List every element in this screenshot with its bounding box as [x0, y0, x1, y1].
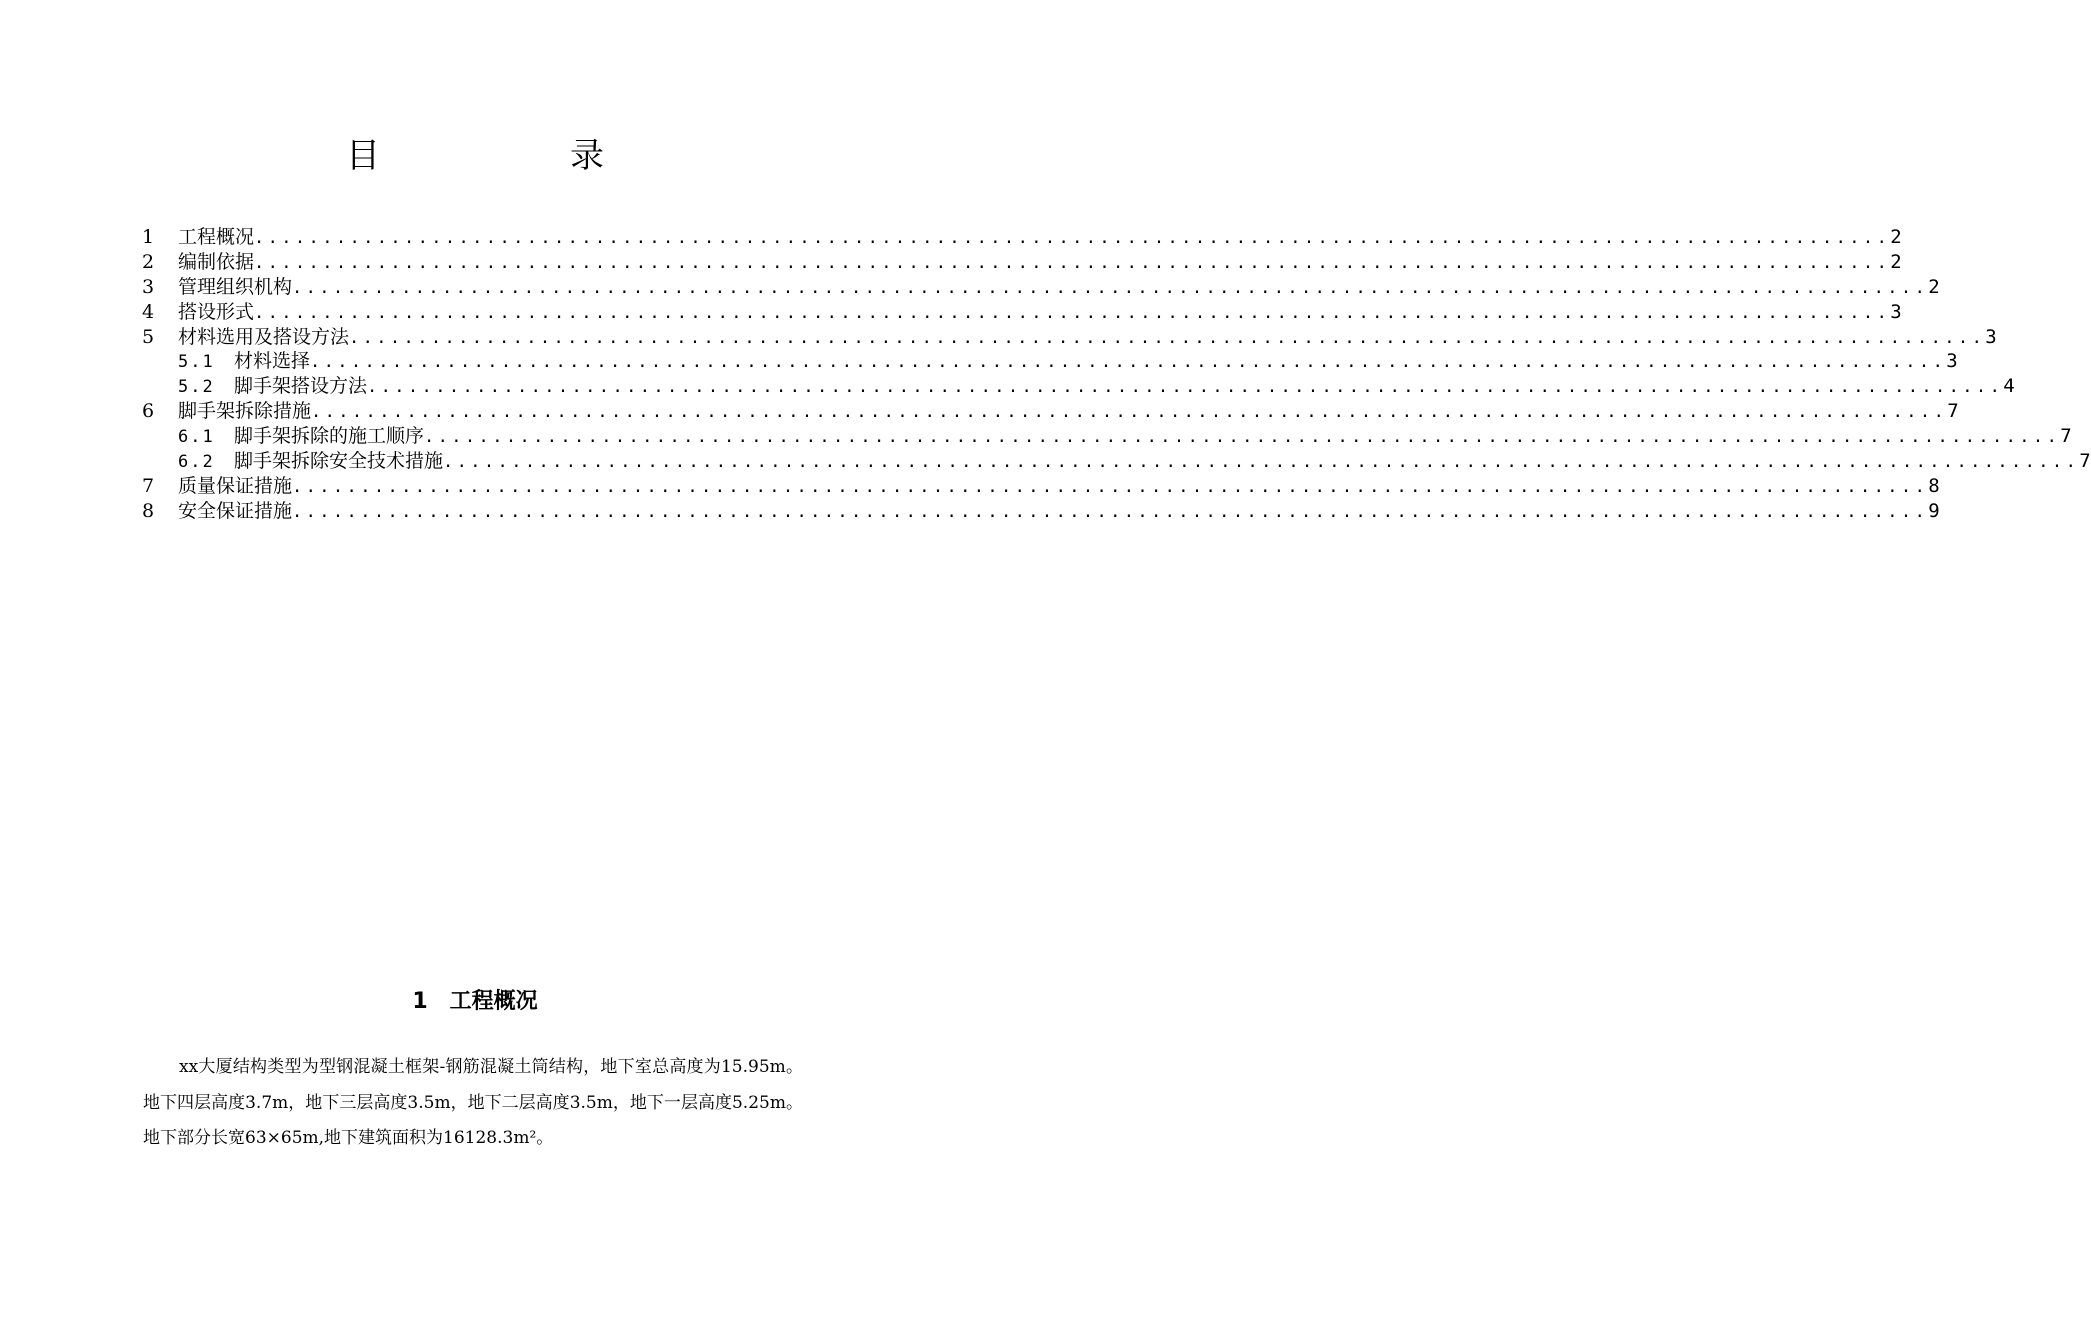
toc-entry-label: 搭设形式 — [178, 300, 255, 323]
toc-entry[interactable] — [142, 325, 1997, 350]
toc-leader-dots: ........................................................................................................................ — [367, 377, 2004, 398]
toc-entry-page: 3 — [1946, 350, 1958, 373]
toc-entry-label: 材料选用及搭设方法 — [178, 325, 350, 348]
toc-entry-number: 4 — [142, 300, 155, 323]
toc-entry[interactable] — [142, 474, 1940, 499]
toc-entry-label: 编制依据 — [178, 250, 255, 273]
toc-entry-label: 质量保证措施 — [178, 474, 293, 497]
toc-leader-dots: ........................................................................................................................ — [443, 452, 2080, 473]
toc-entry-page: 7 — [2060, 425, 2072, 448]
section-body-text: xx大厦结构类型为型钢混凝土框架-钢筋混凝土筒结构，地下室总高度为15.95m。地下四层高度3.7m，地下三层高度3.5m，地下二层高度3.5m，地下一层高度5.25m。地下部分长宽63×65m,地下建筑面积为16128.3m²。 — [143, 1057, 803, 1148]
toc-entry-page: 7 — [2079, 450, 2091, 473]
toc-entry-page: 9 — [1928, 499, 1940, 522]
toc-leader-dots: ........................................................................................................................ — [254, 252, 1891, 273]
toc-entry-label: 管理组织机构 — [178, 275, 293, 298]
toc-entry-number: 6 — [142, 400, 155, 423]
toc-leader-dots: ........................................................................................................................ — [349, 327, 1986, 348]
toc-entry-page: 2 — [1928, 275, 1940, 298]
toc-entry-label: 脚手架拆除的施工顺序 — [234, 425, 425, 448]
toc-entry-label: 材料选择 — [234, 350, 311, 373]
toc-leader-dots: ........................................................................................................................ — [311, 402, 1948, 423]
toc-entry-page: 8 — [1928, 474, 1940, 497]
toc-entry[interactable] — [142, 225, 1902, 250]
toc-entry-number: 3 — [142, 275, 155, 298]
toc-leader-dots: ........................................................................................................................ — [254, 228, 1891, 248]
toc-entry-label: 脚手架拆除措施 — [178, 400, 312, 423]
toc-entry-number: 5 — [142, 325, 155, 348]
toc-title: 目 录 — [346, 136, 682, 176]
toc-entry-label: 脚手架搭设方法 — [234, 375, 368, 398]
toc-leader-dots: ........................................................................................................................ — [310, 352, 1947, 373]
toc-entry[interactable] — [142, 275, 1940, 300]
toc-leader-dots: ........................................................................................................................ — [292, 476, 1929, 497]
table-of-contents — [142, 225, 2091, 524]
toc-leader-dots: ........................................................................................................................ — [292, 501, 1929, 522]
toc-entry-number: 5.2 — [178, 377, 215, 398]
toc-entry[interactable] — [142, 449, 2091, 474]
toc-entry[interactable] — [142, 424, 2072, 449]
toc-entry-number: 2 — [142, 250, 155, 273]
section-title: 工程概况 — [449, 989, 538, 1014]
toc-entry-page: 2 — [1890, 226, 1902, 248]
toc-leader-dots: ........................................................................................................................ — [254, 302, 1891, 323]
toc-entry-page: 7 — [1947, 400, 1959, 423]
toc-leader-dots: ........................................................................................................................ — [424, 427, 2061, 448]
toc-entry-label: 脚手架拆除安全技术措施 — [234, 450, 444, 473]
toc-entry-page: 3 — [1890, 300, 1902, 323]
toc-entry-number: 5.1 — [178, 352, 215, 373]
section-heading — [0, 984, 950, 1015]
toc-entry-number: 1 — [142, 226, 155, 248]
toc-entry-number: 6.2 — [178, 452, 215, 473]
toc-entry-page: 3 — [1985, 325, 1997, 348]
toc-entry[interactable] — [142, 349, 1958, 374]
toc-entry-number: 6.1 — [178, 427, 215, 448]
toc-entry-page: 4 — [2003, 375, 2015, 398]
toc-entry-number: 8 — [142, 499, 155, 522]
toc-entry[interactable] — [142, 300, 1902, 325]
toc-entry-label: 安全保证措施 — [178, 499, 293, 522]
toc-entry-page: 2 — [1890, 250, 1902, 273]
toc-entry-number: 7 — [142, 474, 155, 497]
toc-entry-label: 工程概况 — [178, 226, 255, 248]
section-body — [143, 1050, 803, 1157]
toc-leader-dots: ........................................................................................................................ — [292, 277, 1929, 298]
toc-entry[interactable] — [142, 250, 1902, 275]
section-number: 1 — [412, 989, 428, 1014]
toc-entry[interactable] — [142, 499, 1940, 524]
toc-entry[interactable] — [142, 374, 2015, 399]
toc-entry[interactable] — [142, 399, 1959, 424]
